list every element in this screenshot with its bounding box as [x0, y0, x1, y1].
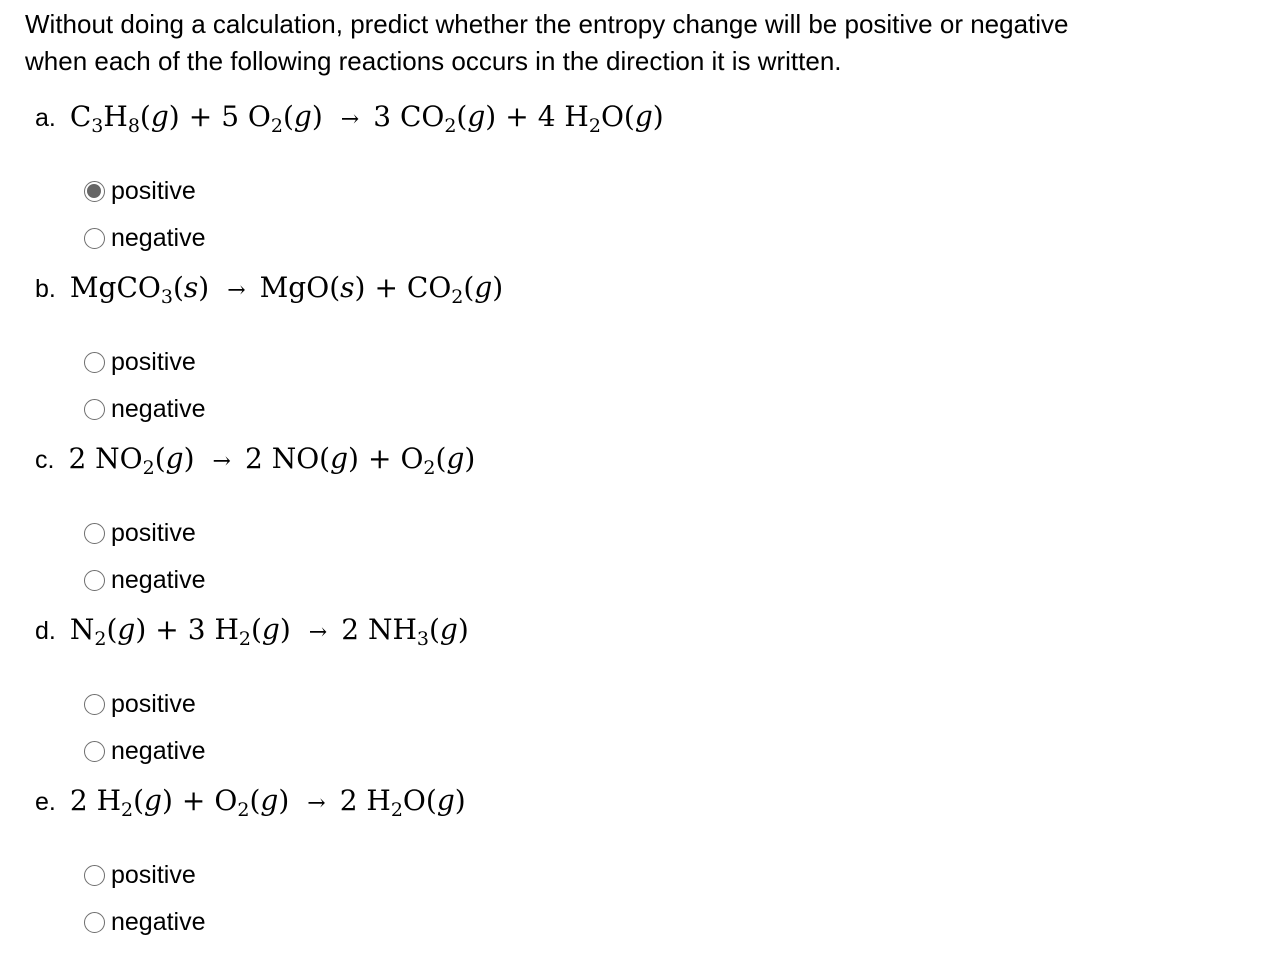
chemical-equation [69, 613, 469, 650]
reactant-coefficient: 2 [68, 442, 96, 475]
plus-sign: + [374, 271, 398, 304]
reactant-open-paren: ( [250, 613, 262, 646]
reactant-species [187, 613, 291, 650]
chemical-equation [68, 442, 476, 479]
product-open-paren: ( [319, 442, 331, 475]
product-open-paren: ( [329, 271, 341, 304]
chemical-equation [69, 100, 664, 137]
reactant-open-paren: ( [172, 271, 184, 304]
reactant-close-paren: ) [278, 784, 290, 817]
prompt-line-1: Without doing a calculation, predict whether the entropy change will be positive or negative [25, 9, 1069, 39]
product-subscript: 2 [390, 799, 403, 821]
reaction-arrow-icon: → [307, 791, 326, 816]
question-prompt [25, 6, 1265, 80]
product-subscript: 2 [444, 115, 457, 137]
product-subscript: 3 [416, 628, 429, 650]
product-coefficient: 2 [339, 784, 367, 817]
option-positive[interactable] [84, 518, 196, 548]
product-open-paren: ( [623, 100, 635, 133]
chemical-equation [69, 784, 466, 821]
question-letter: c. [35, 446, 55, 474]
reactant-phase: g [261, 613, 280, 646]
product-phase: g [436, 784, 455, 817]
option-label-positive: positive [111, 177, 196, 205]
reaction-equation [35, 442, 475, 492]
product-phase: g [446, 442, 465, 475]
option-label-negative: negative [111, 737, 206, 765]
reactant-species [69, 100, 180, 137]
reactant-formula-text: C [69, 100, 92, 133]
product-open-paren: ( [428, 613, 440, 646]
option-label-negative: negative [111, 908, 206, 936]
reactant-subscript: 2 [270, 115, 283, 137]
option-positive[interactable] [84, 347, 196, 377]
product-subscript: 2 [451, 286, 464, 308]
question-e [0, 784, 1282, 954]
radio-positive[interactable] [84, 181, 105, 202]
product-formula-text: O [402, 784, 426, 817]
reaction-equation [35, 271, 503, 321]
reactant-close-paren: ) [168, 100, 180, 133]
reactant-species [69, 613, 147, 650]
radio-positive[interactable] [84, 352, 105, 373]
reactant-formula-text: H [96, 784, 121, 817]
reactant-coefficient: 2 [69, 784, 97, 817]
option-label-positive: positive [111, 519, 196, 547]
reactant-close-paren: ) [279, 613, 291, 646]
product-phase: g [467, 100, 486, 133]
product-phase: g [330, 442, 349, 475]
product-close-paren: ) [464, 442, 476, 475]
product-open-paren: ( [463, 271, 475, 304]
product-species [341, 613, 469, 650]
plus-sign: + [181, 784, 206, 817]
question-d [0, 613, 1282, 783]
product-formula-text: H [366, 784, 391, 817]
option-positive[interactable] [84, 689, 196, 719]
reaction-arrow-icon: → [308, 620, 328, 645]
option-positive[interactable] [84, 176, 196, 206]
option-label-positive: positive [111, 690, 196, 718]
reactant-subscript: 3 [91, 115, 104, 137]
reactant-phase: g [144, 784, 162, 817]
product-formula-text: MgO [259, 271, 330, 304]
reactant-subscript: 2 [237, 799, 250, 821]
radio-negative[interactable] [84, 399, 105, 420]
plus-sign: + [188, 100, 213, 133]
product-phase: g [439, 613, 458, 646]
plus-sign: + [155, 613, 179, 646]
reactant-subscript: 2 [142, 457, 155, 479]
reactant-phase: g [165, 442, 184, 475]
reaction-equation [35, 613, 469, 663]
question-letter: e. [35, 788, 56, 816]
question-c [0, 442, 1282, 612]
reactant-close-paren: ) [311, 100, 323, 133]
option-negative[interactable] [84, 907, 206, 937]
reactant-open-paren: ( [139, 100, 151, 133]
question-a [0, 100, 1282, 270]
reactant-phase: g [260, 784, 279, 817]
option-positive[interactable] [84, 860, 196, 890]
product-species [537, 100, 664, 137]
reactant-formula-text: N [69, 613, 95, 646]
reactant-species [69, 271, 210, 308]
product-formula-text: O [400, 442, 424, 475]
product-close-paren: ) [492, 271, 504, 304]
product-formula-text: H [564, 100, 589, 133]
product-close-paren: ) [485, 100, 497, 133]
product-close-paren: ) [354, 271, 366, 304]
reactant-species [214, 784, 290, 821]
reactant-close-paren: ) [161, 784, 173, 817]
reactant-phase: g [293, 100, 312, 133]
question-letter: a. [35, 104, 56, 132]
reactant-phase: s [183, 271, 199, 304]
reactant-formula-text: H [214, 613, 239, 646]
reactant-species [221, 100, 323, 137]
product-coefficient: 4 [537, 100, 565, 133]
product-open-paren: ( [425, 784, 437, 817]
reactant-formula-text: O [214, 784, 238, 817]
product-open-paren: ( [435, 442, 447, 475]
reactant-coefficient: 3 [187, 613, 215, 646]
product-phase: s [340, 271, 355, 304]
radio-positive[interactable] [84, 694, 105, 715]
reactant-close-paren: ) [198, 271, 210, 304]
product-subscript: 2 [588, 115, 601, 137]
radio-negative[interactable] [84, 570, 105, 591]
reaction-equation [35, 100, 664, 150]
reactant-species [68, 442, 195, 479]
product-coefficient: 3 [373, 100, 400, 133]
question-b [0, 271, 1282, 441]
plus-sign: + [367, 442, 392, 475]
product-species [406, 271, 504, 308]
product-formula-text: CO [399, 100, 445, 133]
reactant-subscript: 8 [127, 115, 140, 137]
option-label-negative: negative [111, 395, 206, 423]
product-phase: g [634, 100, 653, 133]
radio-positive[interactable] [84, 523, 105, 544]
reactant-subscript: 2 [121, 799, 134, 821]
reactant-species [69, 784, 173, 821]
reactant-formula-text: MgCO [69, 271, 161, 304]
product-close-paren: ) [348, 442, 359, 475]
product-formula-text: NO [271, 442, 320, 475]
radio-negative[interactable] [84, 741, 105, 762]
reactant-open-paren: ( [249, 784, 261, 817]
reaction-equation [35, 784, 466, 834]
product-formula-text: CO [406, 271, 452, 304]
reactant-open-paren: ( [282, 100, 294, 133]
product-phase: g [474, 271, 493, 304]
reactant-phase: g [117, 613, 136, 646]
reactant-close-paren: ) [183, 442, 195, 475]
reactant-subscript: 3 [160, 286, 173, 308]
reaction-arrow-icon: → [227, 278, 246, 303]
prompt-line-2: when each of the following reactions occurs in the direction it is written. [25, 46, 842, 76]
reactant-close-paren: ) [135, 613, 147, 646]
radio-positive[interactable] [84, 865, 105, 886]
product-close-paren: ) [454, 784, 466, 817]
product-subscript: 2 [423, 457, 436, 479]
product-species [245, 442, 359, 475]
product-coefficient: 2 [341, 613, 368, 646]
product-formula-text: NH [367, 613, 417, 646]
option-negative[interactable] [84, 565, 206, 595]
reactant-formula-text: O [247, 100, 271, 133]
reactant-open-paren: ( [154, 442, 166, 475]
question-letter: d. [35, 617, 56, 645]
reactant-open-paren: ( [106, 613, 118, 646]
product-species [260, 271, 366, 304]
option-negative[interactable] [84, 394, 206, 424]
product-close-paren: ) [652, 100, 664, 133]
product-species [373, 100, 497, 137]
question-letter: b. [35, 275, 56, 303]
chemical-equation [69, 271, 504, 308]
radio-negative[interactable] [84, 228, 105, 249]
reactant-coefficient: 5 [221, 100, 248, 133]
product-species [339, 784, 466, 821]
option-label-negative: negative [111, 224, 206, 252]
reactant-subscript: 2 [94, 628, 107, 650]
reaction-arrow-icon: → [212, 449, 231, 474]
reactant-formula-text: H [103, 100, 128, 133]
product-close-paren: ) [457, 613, 469, 646]
reactant-formula-text: NO [95, 442, 143, 475]
plus-sign: + [505, 100, 529, 133]
option-label-negative: negative [111, 566, 206, 594]
option-label-positive: positive [111, 348, 196, 376]
reaction-arrow-icon: → [340, 107, 360, 132]
reactant-subscript: 2 [238, 628, 251, 650]
reactant-open-paren: ( [133, 784, 145, 817]
radio-negative[interactable] [84, 912, 105, 933]
product-species [400, 442, 476, 479]
reactant-phase: g [150, 100, 169, 133]
option-label-positive: positive [111, 861, 196, 889]
product-formula-text: O [600, 100, 624, 133]
product-coefficient: 2 [244, 442, 272, 475]
option-negative[interactable] [84, 223, 206, 253]
option-negative[interactable] [84, 736, 206, 766]
product-open-paren: ( [456, 100, 468, 133]
